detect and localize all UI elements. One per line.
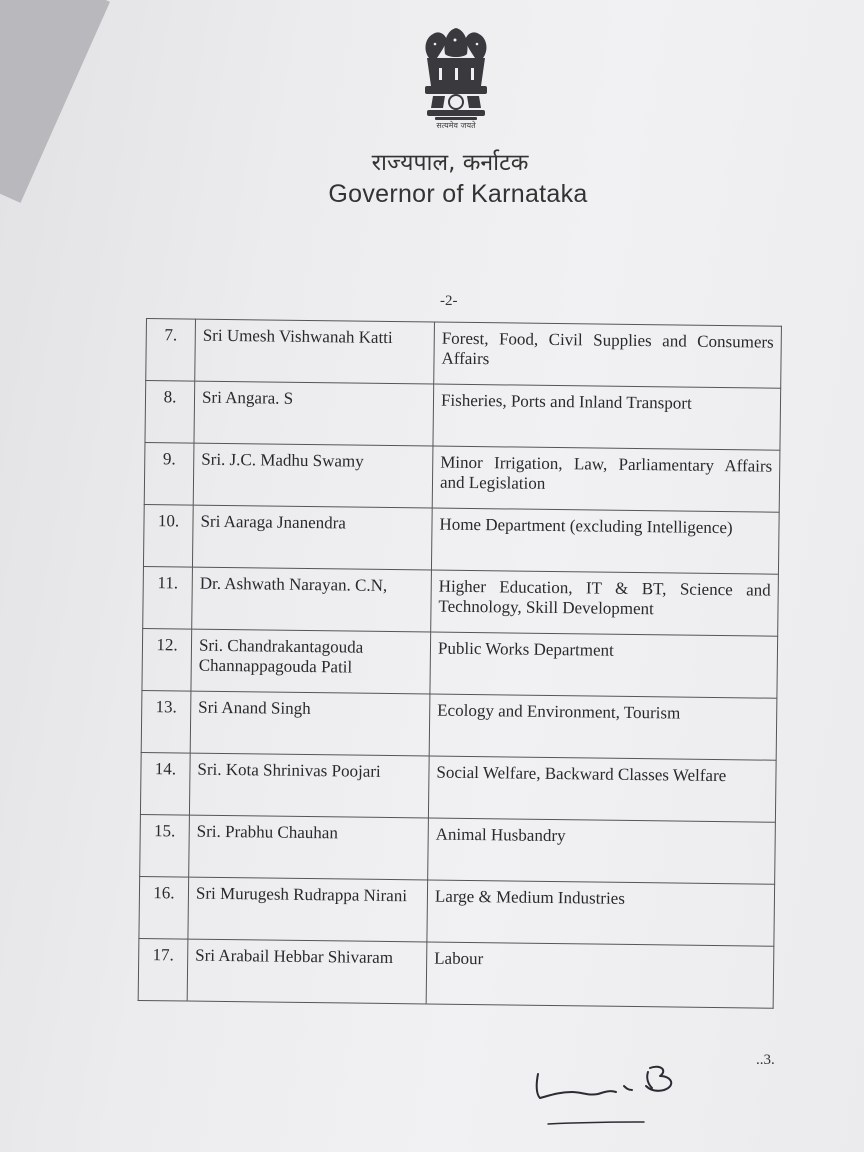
table-row [139, 876, 775, 946]
page-edge-shadow [0, 0, 110, 203]
national-emblem-icon [415, 16, 497, 136]
row-number: 7. [146, 319, 196, 382]
continued-marker: ..3. [756, 1052, 775, 1068]
portfolio: Labour [426, 942, 774, 1008]
portfolio: Forest, Food, Civil Supplies and Consumers Affairs [434, 322, 782, 388]
portfolio: Higher Education, IT & BT, Science and Technology, Skill Development [431, 570, 779, 636]
table-row [138, 938, 774, 1008]
handwritten-signature [528, 1062, 698, 1142]
page-number: -2- [440, 293, 458, 309]
minister-name: Dr. Ashwath Narayan. C.N, [192, 567, 432, 632]
minister-name: Sri Umesh Vishwanah Katti [195, 319, 435, 384]
minister-name: Sri. Chandrakantagouda Channappagouda Patil [191, 629, 431, 694]
emblem-motto: सत्यमेव जयते [436, 121, 476, 130]
minister-name: Sri Angara. S [194, 381, 434, 446]
table-row [140, 752, 776, 822]
portfolio: Large & Medium Industries [427, 880, 775, 946]
row-number: 9. [144, 442, 194, 505]
portfolio: Public Works Department [430, 632, 778, 698]
table-row [145, 381, 781, 451]
row-number: 10. [143, 504, 193, 567]
row-number: 14. [140, 752, 190, 815]
table-row [146, 319, 782, 389]
portfolio: Home Department (excluding Intelligence) [431, 508, 779, 574]
row-number: 16. [139, 876, 189, 939]
minister-name: Sri Anand Singh [190, 691, 430, 756]
portfolio: Fisheries, Ports and Inland Transport [433, 384, 781, 450]
minister-name: Sri. J.C. Madhu Swamy [193, 443, 433, 508]
portfolio: Ecology and Environment, Tourism [429, 694, 777, 760]
minister-name: Sri Murugesh Rudrappa Nirani [188, 877, 428, 942]
table-row [143, 566, 779, 636]
portfolio: Minor Irrigation, Law, Parliamentary Affairs and Legislation [432, 446, 780, 512]
table-row [141, 690, 777, 760]
row-number: 12. [142, 628, 192, 691]
table-row [140, 814, 776, 884]
row-number: 13. [141, 690, 191, 753]
ministers-table-wrapper [138, 318, 786, 1009]
row-number: 15. [140, 814, 190, 877]
minister-name: Sri. Kota Shrinivas Poojari [189, 753, 429, 818]
row-number: 8. [145, 381, 195, 444]
ministers-table [138, 318, 782, 1009]
minister-name: Sri Aaraga Jnanendra [192, 505, 432, 570]
minister-name: Sri. Prabhu Chauhan [189, 815, 429, 880]
table-row [143, 504, 779, 574]
minister-name: Sri Arabail Hebbar Shivaram [187, 939, 427, 1004]
title-hindi: राज्यपाल, कर्नाटक [371, 150, 529, 176]
portfolio: Animal Husbandry [428, 818, 776, 884]
row-number: 11. [143, 566, 193, 629]
table-row [144, 442, 780, 512]
portfolio: Social Welfare, Backward Classes Welfare [428, 756, 776, 822]
table-row [142, 628, 778, 698]
row-number: 17. [138, 938, 188, 1001]
title-english: Governor of Karnataka [328, 180, 588, 208]
